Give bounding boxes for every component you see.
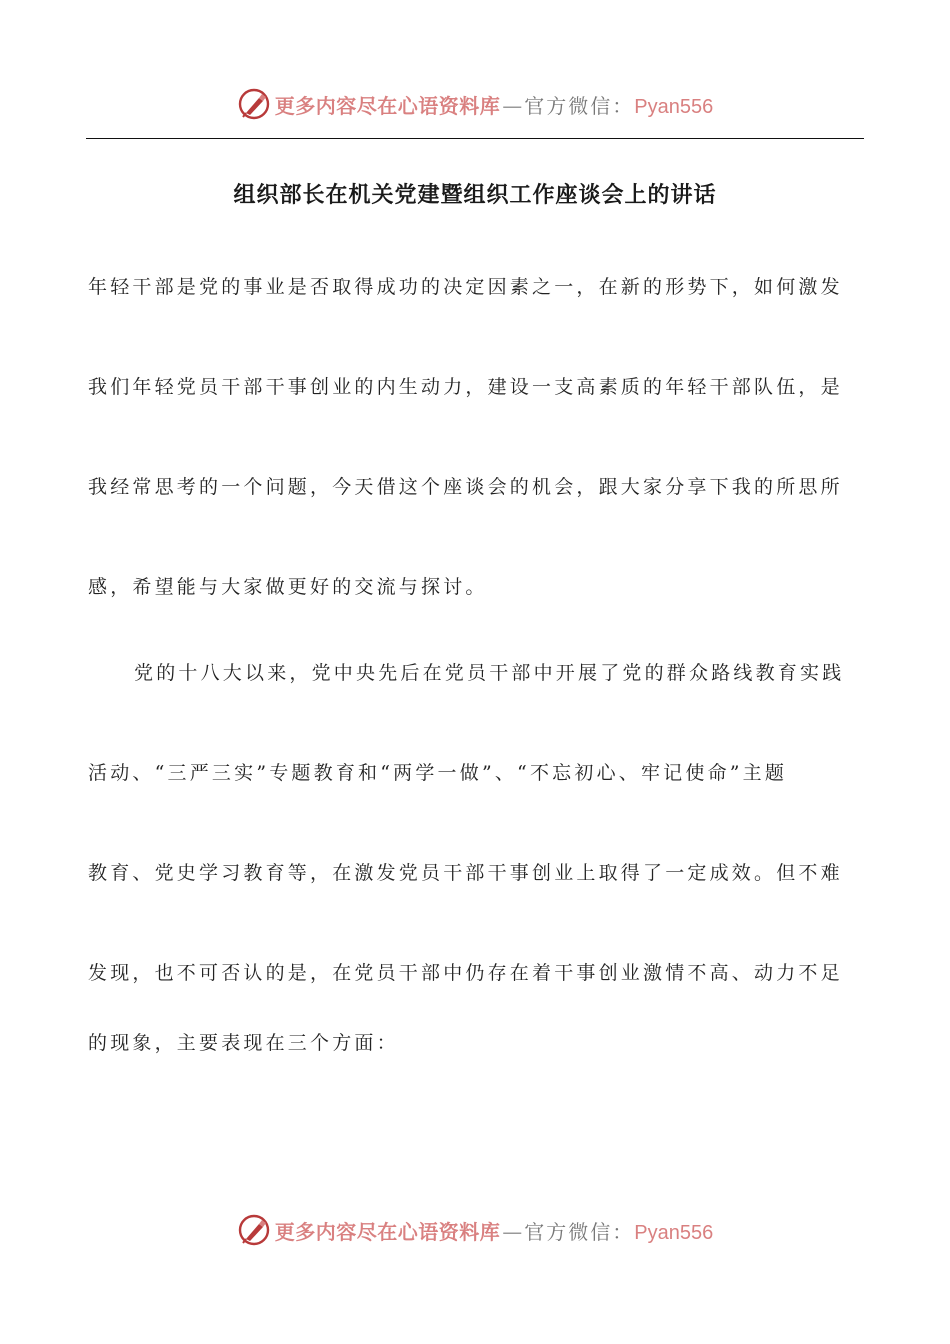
paragraph-line-8: 发现，也不可否认的是，在党员干部中仍存在着干事创业激情不高、动力不足	[88, 962, 843, 984]
paragraph-line-1: 年轻干部是党的事业是否取得成功的决定因素之一，在新的形势下，如何激发	[88, 276, 843, 298]
header-banner	[0, 84, 950, 124]
paragraph-line-6: 活动、“三严三实”专题教育和“两学一做”、“不忘初心、牢记使命”主题	[88, 762, 788, 784]
banner-site-name: 更多内容尽在心语资料库	[274, 1219, 501, 1244]
footer-banner	[0, 1210, 950, 1250]
banner-wechat-id: Pyan556	[634, 95, 714, 118]
banner-site-name: 更多内容尽在心语资料库	[274, 93, 501, 118]
pen-nib-logo-icon	[237, 87, 271, 121]
banner-official-label: 官方微信：	[524, 93, 635, 118]
document-title: 组织部长在机关党建暨组织工作座谈会上的讲话	[233, 183, 717, 208]
paragraph-line-5: 党的十八大以来，党中央先后在党员干部中开展了党的群众路线教育实践	[134, 662, 845, 684]
paragraph-line-2: 我们年轻党员干部干事创业的内生动力，建设一支高素质的年轻干部队伍，是	[88, 376, 843, 398]
banner-wechat-id: Pyan556	[634, 1221, 714, 1244]
banner-official-label: 官方微信：	[524, 1219, 635, 1244]
paragraph-line-9: 的现象，主要表现在三个方面：	[88, 1032, 399, 1054]
banner-dash: —	[502, 1219, 523, 1244]
paragraph-line-4: 感，希望能与大家做更好的交流与探讨。	[88, 576, 488, 598]
banner-dash: —	[502, 93, 523, 118]
header-divider	[86, 138, 864, 139]
paragraph-line-3: 我经常思考的一个问题，今天借这个座谈会的机会，跟大家分享下我的所思所	[88, 476, 843, 498]
paragraph-line-7: 教育、党史学习教育等，在激发党员干部干事创业上取得了一定成效。但不难	[88, 862, 843, 884]
pen-nib-logo-icon	[237, 1213, 271, 1247]
